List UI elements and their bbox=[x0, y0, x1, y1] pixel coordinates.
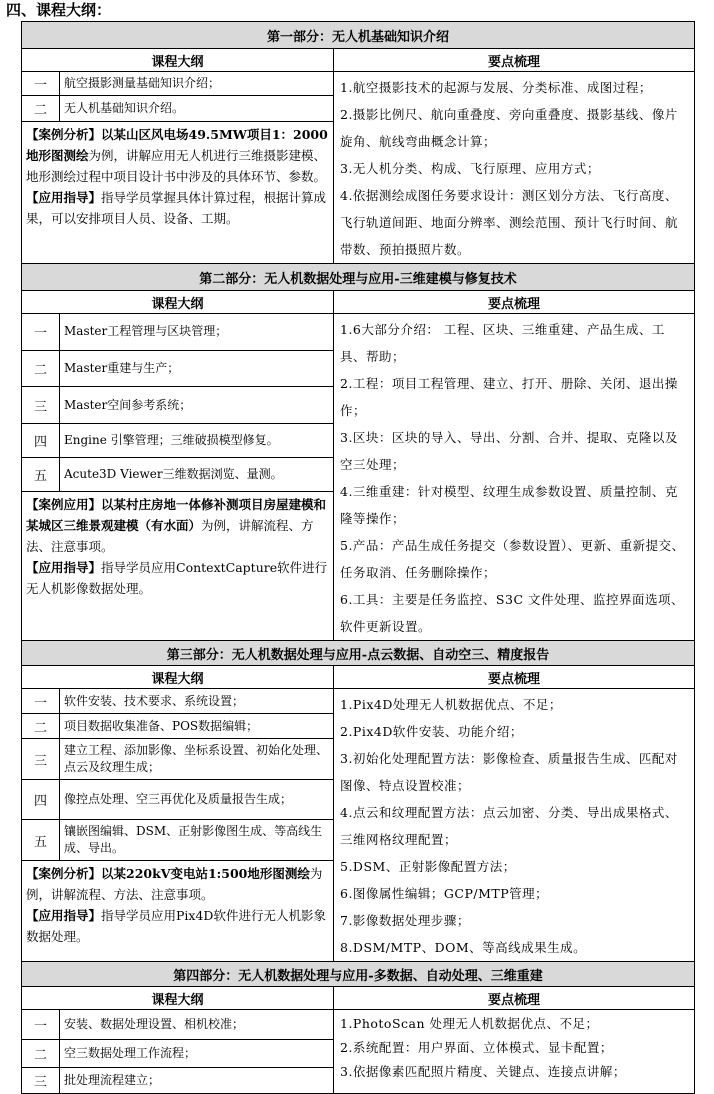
point-item: 2.Pix4D软件安装、功能介绍； bbox=[340, 724, 523, 739]
outline-item: 项目数据收集准备、POS数据编辑； bbox=[60, 714, 334, 739]
points-header: 要点梳理 bbox=[334, 291, 695, 314]
case-text: 为例，讲解应用无人机进行三维摄影建模、地形测绘过程中项目设计书中涉及的具体环节、参数。 bbox=[26, 148, 327, 184]
outline-item: Master重建与生产； bbox=[60, 350, 334, 387]
case-bold-text: 以某山区风电场49.5MW项目1：2000地形图测绘 bbox=[26, 127, 328, 163]
part-1-case bbox=[22, 122, 334, 264]
outline-item: Master工程管理与区块管理； bbox=[60, 314, 334, 351]
item-number: 三 bbox=[22, 387, 60, 424]
outline-header: 课程大纲 bbox=[22, 49, 334, 72]
part-3-points bbox=[334, 689, 695, 962]
outline-item: Master空间参考系统； bbox=[60, 387, 334, 424]
outline-item: Engine 引擎管理；三维破损模型修复。 bbox=[60, 423, 334, 457]
guide-text: 指导学员应用Pix4D软件进行无人机影象数据处理。 bbox=[26, 908, 326, 945]
item-number: 二 bbox=[22, 96, 60, 122]
guide-text: 指导学员掌握具体计算过程，根据计算成果，可以安排项目人员、设备、工期。 bbox=[26, 190, 327, 226]
item-number: 二 bbox=[22, 1040, 60, 1068]
course-outline-table bbox=[21, 21, 695, 1094]
part-2-case bbox=[22, 491, 334, 640]
item-number: 一 bbox=[22, 689, 60, 714]
point-item: 7.影像数据处理步骤； bbox=[340, 913, 470, 928]
item-number: 一 bbox=[22, 314, 60, 351]
item-number: 二 bbox=[22, 714, 60, 739]
outline-item: 无人机基础知识介绍。 bbox=[60, 96, 334, 122]
point-item: 6.工具：主要是任务监控、S3C 文件处理、监控界面选项、软件更新设置。 bbox=[340, 592, 684, 634]
outline-item: 航空摄影测量基础知识介绍； bbox=[60, 72, 334, 96]
guide-label: 【应用指导】 bbox=[26, 190, 102, 205]
outline-item: 建立工程、添加影像、坐标系设置、初始化处理、点云及纹理生成； bbox=[60, 739, 334, 780]
case-text: 为例，讲解流程、方法、注意事项。 bbox=[26, 866, 323, 903]
point-item: 2.工程：项目工程管理、建立、打开、册除、关闭、退出操作； bbox=[340, 376, 678, 418]
point-item: 1.航空摄影技术的起源与发展、分类标准、成图过程； bbox=[340, 80, 652, 95]
point-item: 1.Pix4D处理无人机数据优点、不足； bbox=[340, 697, 562, 712]
outline-item: 软件安装、技术要求、系统设置； bbox=[60, 689, 334, 714]
item-number: 五 bbox=[22, 820, 60, 861]
outline-item: 镶嵌图编辑、DSM、正射影像图生成、等高线生成、导出。 bbox=[60, 820, 334, 861]
case-bold-text: 以某村庄房地一体修补测项目房屋建模和某城区三维景观建模（有水面） bbox=[26, 496, 327, 533]
outline-item: 安装、数据处理设置、相机校准； bbox=[60, 1010, 334, 1040]
item-number: 三 bbox=[22, 1068, 60, 1094]
outline-item: 批处理流程建立； bbox=[60, 1068, 334, 1094]
case-bold-text: 以某220kV变电站1:500地形图测绘 bbox=[101, 866, 310, 882]
case-label: 【案例分析】 bbox=[26, 127, 102, 142]
item-number: 一 bbox=[22, 1010, 60, 1040]
points-header: 要点梳理 bbox=[334, 49, 695, 72]
outline-header: 课程大纲 bbox=[22, 987, 334, 1010]
point-item: 2.系统配置：用户界面、立体模式、显卡配置； bbox=[340, 1040, 613, 1055]
outline-header: 课程大纲 bbox=[22, 666, 334, 689]
point-item: 3.初始化处理配置方法：影像检查、质量报告生成、匹配对图像、特点设置校准； bbox=[340, 751, 678, 793]
section-heading: 四、课程大纲： bbox=[6, 1, 112, 19]
item-number: 三 bbox=[22, 739, 60, 780]
point-item: 5.DSM、正射影像配置方法； bbox=[340, 859, 516, 874]
point-item: 5.产品：产品生成任务提交（参数设置）、更新、重新提交、任务取消、任务删除操作； bbox=[340, 538, 685, 580]
case-label: 【案例应用】 bbox=[26, 496, 102, 512]
part-2-title: 第二部分：无人机数据处理与应用-三维建模与修复技术 bbox=[22, 264, 695, 291]
part-4-title: 第四部分：无人机数据处理与应用-多数据、自动处理、三维重建 bbox=[22, 962, 695, 987]
guide-label: 【应用指导】 bbox=[26, 908, 102, 924]
outline-header: 课程大纲 bbox=[22, 291, 334, 314]
point-item: 3.依据像素匹配照片精度、关键点、连接点讲解； bbox=[340, 1064, 626, 1079]
outline-item: 像控点处理、空三再优化及质量报告生成； bbox=[60, 780, 334, 820]
part-1-points bbox=[334, 72, 695, 264]
point-item: 4.三维重建：针对模型、纹理生成参数设置、质量控制、克隆等操作； bbox=[340, 484, 678, 526]
point-item: 4.点云和纹理配置方法：点云加密、分类、导出成果格式、三维网格纹理配置； bbox=[340, 805, 678, 847]
part-4-points bbox=[334, 1010, 695, 1094]
point-item: 2.摄影比例尺、航向重叠度、旁向重叠度、摄影基线、像片旋角、航线弯曲概念计算； bbox=[340, 107, 678, 149]
case-text: 为例，讲解流程、方法、注意事项。 bbox=[26, 517, 314, 554]
item-number: 四 bbox=[22, 423, 60, 457]
point-item: 1.PhotoScan 处理无人机数据优点、不足； bbox=[340, 1016, 599, 1031]
points-header: 要点梳理 bbox=[334, 987, 695, 1010]
point-item: 3.无人机分类、构成、飞行原理、应用方式； bbox=[340, 161, 600, 176]
outline-item: 空三数据处理工作流程； bbox=[60, 1040, 334, 1068]
part-1-title: 第一部分：无人机基础知识介绍 bbox=[22, 22, 695, 49]
point-item: 3.区块：区块的导入、导出、分割、合并、提取、克隆以及空三处理； bbox=[340, 430, 678, 472]
part-3-case bbox=[22, 861, 334, 962]
item-number: 五 bbox=[22, 457, 60, 491]
outline-item: Acute3D Viewer三维数据浏览、量测。 bbox=[60, 457, 334, 491]
guide-label: 【应用指导】 bbox=[26, 559, 102, 575]
points-header: 要点梳理 bbox=[334, 666, 695, 689]
item-number: 一 bbox=[22, 72, 60, 96]
point-item: 6.图像属性编辑；GCP/MTP管理； bbox=[340, 886, 549, 901]
part-3-title: 第三部分：无人机数据处理与应用-点云数据、自动空三、精度报告 bbox=[22, 641, 695, 666]
case-label: 【案例分析】 bbox=[26, 866, 102, 882]
guide-text: 指导学员应用ContextCapture软件进行无人机影像数据处理。 bbox=[26, 559, 328, 596]
item-number: 四 bbox=[22, 780, 60, 820]
point-item: 4.依据测绘成图任务要求设计：测区划分方法、飞行高度、飞行轨道间距、地面分辨率、测绘范围、预计飞行时间、航带数、预拍摄照片数。 bbox=[340, 188, 679, 257]
item-number: 二 bbox=[22, 350, 60, 387]
point-item: 1.6大部分介绍： 工程、区块、三维重建、产品生成、工具、帮助； bbox=[340, 322, 665, 364]
point-item: 8.DSM/MTP、DOM、等高线成果生成。 bbox=[340, 940, 587, 955]
part-2-points bbox=[334, 314, 695, 641]
